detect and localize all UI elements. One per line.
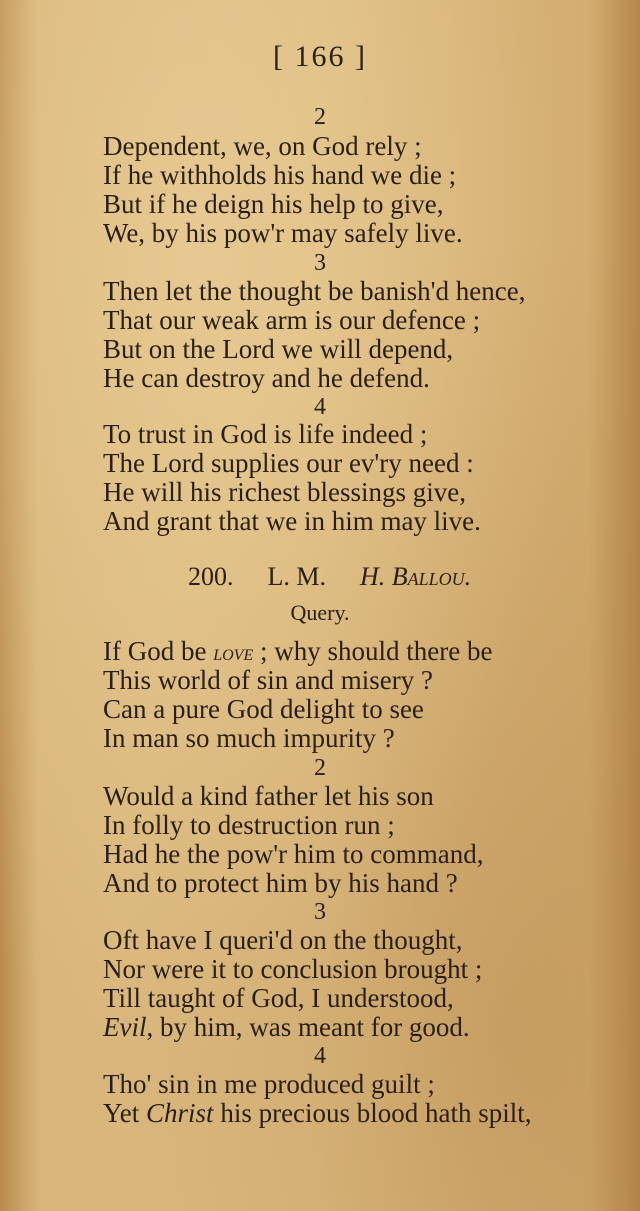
verse-line: And grant that we in him may live. — [103, 506, 481, 536]
stanza-number: 4 — [314, 1043, 326, 1069]
verse-line: Had he the pow'r him to command, — [103, 839, 484, 869]
verse-line: Can a pure God delight to see — [103, 694, 424, 724]
verse-line: The Lord supplies our ev'ry need : — [103, 448, 474, 478]
stanza-number: 2 — [314, 755, 326, 781]
stanza-number: 4 — [314, 394, 326, 420]
verse-line: Tho' sin in me produced guilt ; — [103, 1069, 435, 1099]
verse-text: If God be — [103, 636, 214, 666]
verse-line — [103, 1098, 532, 1128]
verse-line: He will his richest blessings give, — [103, 477, 466, 507]
verse-line: And to protect him by his hand ? — [103, 868, 458, 898]
verse-line: Till taught of God, I understood, — [103, 983, 454, 1013]
hymn-number: 200. — [188, 562, 234, 591]
hymn-meter: L. M. — [267, 562, 326, 591]
stanza-number: 3 — [314, 250, 326, 276]
emphasis-word: Evil — [103, 1012, 147, 1042]
verse-line: He can destroy and he defend. — [103, 363, 430, 393]
verse-line: That our weak arm is our defence ; — [103, 305, 481, 335]
stanza-number: 2 — [314, 104, 326, 130]
verse-line: This world of sin and misery ? — [103, 665, 433, 695]
stanza-number: 3 — [314, 899, 326, 925]
verse-line: Then let the thought be banish'd hence, — [103, 276, 526, 306]
verse-text: Yet — [103, 1098, 147, 1128]
hymn-author: H. Ballou. — [360, 562, 472, 591]
verse-line: Oft have I queri'd on the thought, — [103, 925, 463, 955]
verse-text: , by him, was meant for good. — [146, 1012, 470, 1042]
emphasis-word: love — [213, 640, 254, 665]
emphasis-word: Christ — [146, 1098, 214, 1128]
verse-line: In man so much impurity ? — [103, 723, 395, 753]
verse-line: Nor were it to conclusion brought ; — [103, 954, 483, 984]
hymn-title: Query. — [290, 600, 350, 625]
verse-line: But on the Lord we will depend, — [103, 334, 454, 364]
verse-line: We, by his pow'r may safely live. — [103, 218, 463, 248]
verse-line: Would a kind father let his son — [103, 781, 434, 811]
verse-line — [103, 636, 492, 668]
verse-text: his precious blood hath spilt, — [213, 1098, 532, 1128]
verse-line — [103, 1012, 470, 1042]
verse-text: ; why should there be — [253, 636, 493, 666]
page-number: [ 166 ] — [273, 40, 367, 73]
verse-line: If he withholds his hand we die ; — [103, 160, 457, 190]
verse-line: Dependent, we, on God rely ; — [103, 131, 422, 161]
verse-line: In folly to destruction run ; — [103, 810, 395, 840]
verse-line: But if he deign his help to give, — [103, 189, 444, 219]
verse-line: To trust in God is life indeed ; — [103, 419, 428, 449]
hymn-heading — [188, 562, 471, 592]
